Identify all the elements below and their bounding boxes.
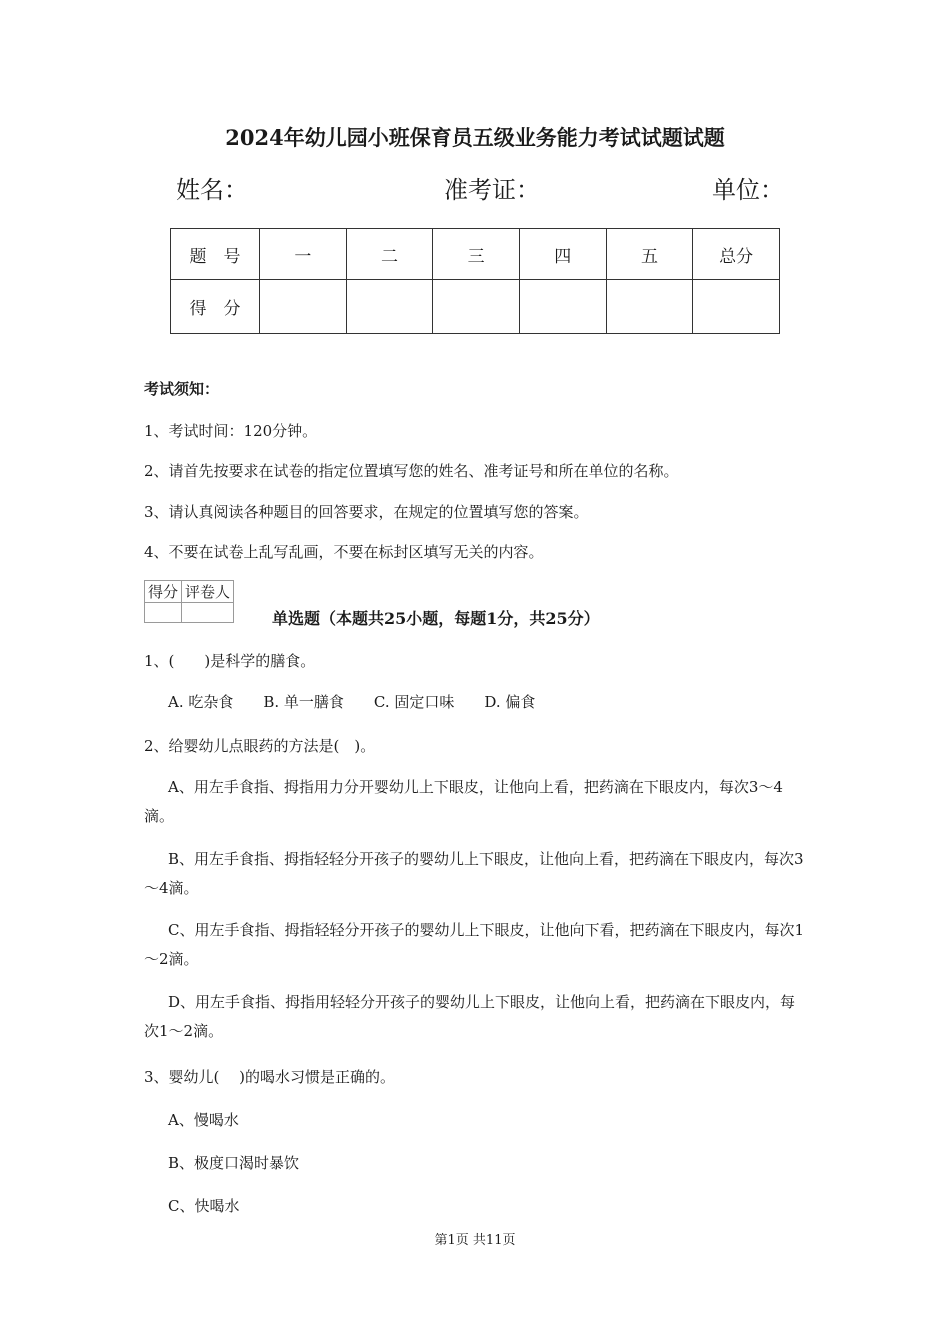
- question-option: B、极度口渴时暴饮: [168, 1154, 300, 1172]
- question-option: A、用左手食指、拇指用力分开婴幼儿上下眼皮，让他向上看，把药滴在下眼皮内，每次3～4滴。: [144, 778, 783, 825]
- grader-name-label: 评卷人: [182, 581, 234, 603]
- exam-title: 2024年幼儿园小班保育员五级业务能力考试试题试题: [225, 125, 725, 150]
- grader-box: [144, 580, 234, 623]
- section-title: 单选题（本题共25小题，每题1分，共25分）: [272, 609, 600, 628]
- question-option: C、快喝水: [168, 1197, 240, 1215]
- grader-score-cell[interactable]: [145, 603, 182, 623]
- question-option: B、用左手食指、拇指轻轻分开孩子的婴幼儿上下眼皮，让他向上看，把药滴在下眼皮内，每次3～4滴。: [144, 850, 804, 897]
- score-cell[interactable]: [693, 280, 780, 334]
- question-stem: 1、( )是科学的膳食。: [144, 652, 316, 670]
- score-table-header-row: [171, 229, 780, 280]
- score-cell[interactable]: [519, 280, 606, 334]
- notice-item: 3、请认真阅读各种题目的回答要求，在规定的位置填写您的答案。: [144, 503, 589, 521]
- notice-item: 1、考试时间：120分钟。: [144, 422, 318, 440]
- notice-item: 4、不要在试卷上乱写乱画，不要在标封区填写无关的内容。: [144, 543, 544, 561]
- notice-item: 2、请首先按要求在试卷的指定位置填写您的姓名、准考证号和所在单位的名称。: [144, 462, 679, 480]
- page-footer: 第1页 共11页: [434, 1233, 516, 1248]
- score-table-header-cell: 总分: [693, 229, 780, 280]
- name-label: 姓名：: [176, 176, 248, 204]
- exam-id-label: 准考证：: [444, 176, 540, 204]
- grader-name-cell[interactable]: [182, 603, 234, 623]
- score-table: [170, 228, 780, 334]
- score-table-header-cell: 三: [433, 229, 520, 280]
- score-cell[interactable]: [260, 280, 347, 334]
- notice-heading: 考试须知：: [144, 380, 220, 398]
- score-table-header-cell: 五: [606, 229, 693, 280]
- question-option: A、慢喝水: [168, 1111, 239, 1129]
- unit-label: 单位：: [712, 176, 784, 204]
- score-cell[interactable]: [606, 280, 693, 334]
- score-table-header-cell: 四: [519, 229, 606, 280]
- question-options: A. 吃杂食 B. 单一膳食 C. 固定口味 D. 偏食: [168, 693, 536, 711]
- score-table-score-row: [171, 280, 780, 334]
- question-option: D、用左手食指、拇指用轻轻分开孩子的婴幼儿上下眼皮，让他向上看，把药滴在下眼皮内，每次1～2滴。: [144, 993, 796, 1040]
- score-cell[interactable]: [433, 280, 520, 334]
- question-stem: 2、给婴幼儿点眼药的方法是( )。: [144, 737, 376, 755]
- grader-score-label: 得分: [145, 581, 182, 603]
- score-table-header-cell: 二: [346, 229, 433, 280]
- score-table-header-cell: 题 号: [171, 229, 260, 280]
- question-option: C、用左手食指、拇指轻轻分开孩子的婴幼儿上下眼皮，让他向下看，把药滴在下眼皮内，每次1～2滴。: [144, 921, 805, 968]
- score-cell[interactable]: [346, 280, 433, 334]
- question-stem: 3、婴幼儿( )的喝水习惯是正确的。: [144, 1068, 396, 1086]
- score-row-label: 得 分: [171, 280, 260, 334]
- score-table-header-cell: 一: [260, 229, 347, 280]
